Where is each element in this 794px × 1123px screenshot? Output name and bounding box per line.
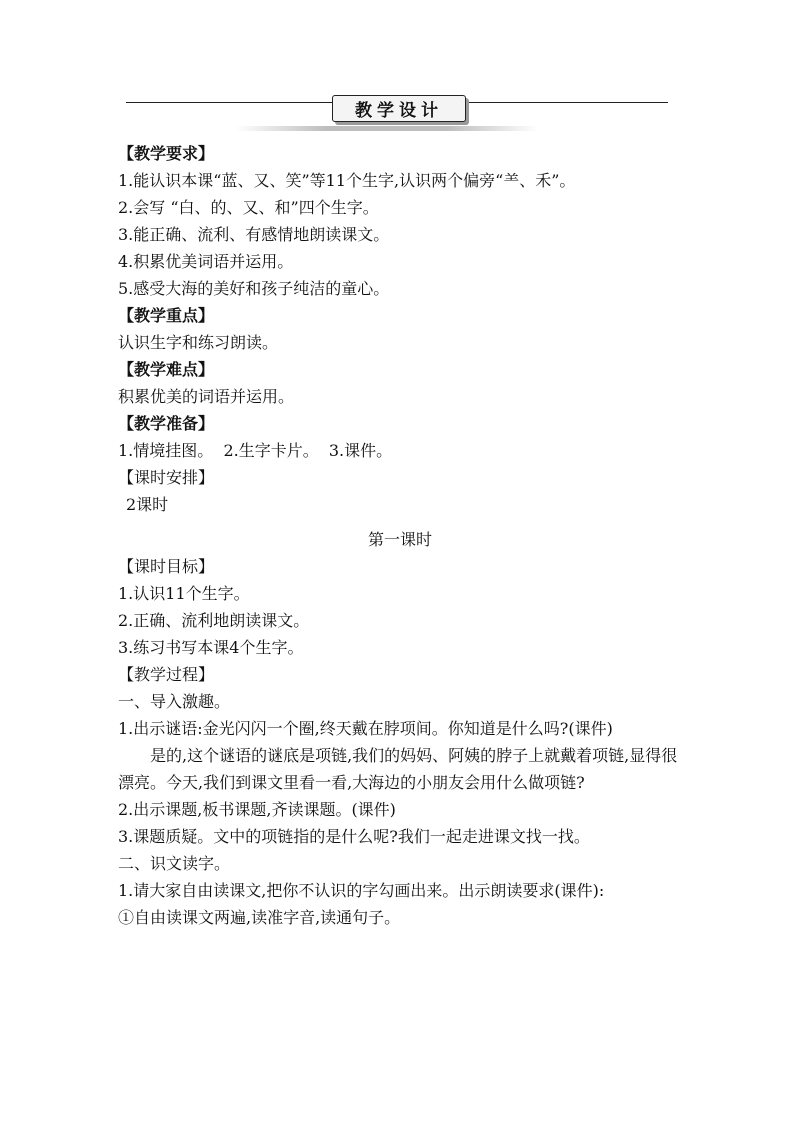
key-points-text: 认识生字和练习朗读。 xyxy=(118,333,279,352)
header-shadow-rule xyxy=(236,126,538,131)
difficulties-text: 积累优美的词语并运用。 xyxy=(118,387,295,406)
preparation-heading: 【教学准备】 xyxy=(118,414,215,433)
process-heading: 【教学过程】 xyxy=(118,665,215,684)
process-substep: ①自由读课文两遍,读准字音,读通句子。 xyxy=(118,908,401,927)
goals-heading: 【课时目标】 xyxy=(118,557,215,576)
process-step: 3.课题质疑。文中的项链指的是什么呢?我们一起走进课文找一找。 xyxy=(118,827,590,846)
requirement-item: 1.能认识本课“蓝、又、笑”等11个生字,认识两个偏旁“⺷、禾”。 xyxy=(118,171,576,190)
key-points-heading: 【教学重点】 xyxy=(118,306,215,325)
requirement-item: 4.积累优美词语并运用。 xyxy=(118,252,294,271)
section-header xyxy=(126,94,668,134)
process-step: 1.请大家自由读课文,把你不认识的字勾画出来。出示朗读要求(课件): xyxy=(118,881,605,900)
lesson-plan-body xyxy=(118,140,682,931)
process-step: 1.出示谜语:金光闪闪一个圈,终天戴在脖项间。你知道是什么吗?(课件) xyxy=(118,719,613,738)
requirement-item: 2.会写 “白、的、又、和”四个生字。 xyxy=(118,198,379,217)
header-title: 教学设计 xyxy=(355,101,443,121)
goal-item: 2.正确、流利地朗读课文。 xyxy=(118,611,310,630)
section-title: 二、识文读字。 xyxy=(118,854,231,873)
difficulties-heading: 【教学难点】 xyxy=(118,360,215,379)
process-paragraph: 是的,这个谜语的谜底是项链,我们的妈妈、阿姨的脖子上就戴着项链,显得很漂亮。今天,我们到课文里看一看,大海边的小朋友会用什么做项链? xyxy=(118,746,678,792)
preparation-text: 1.情境挂图。 2.生字卡片。 3.课件。 xyxy=(118,441,393,460)
header-banner xyxy=(332,95,466,122)
requirements-heading: 【教学要求】 xyxy=(118,144,215,163)
requirement-item: 3.能正确、流利、有感情地朗读课文。 xyxy=(118,225,390,244)
schedule-heading: 【课时安排】 xyxy=(118,468,215,487)
schedule-text: 2课时 xyxy=(126,495,169,514)
section-title: 一、导入激趣。 xyxy=(118,692,231,711)
requirement-item: 5.感受大海的美好和孩子纯洁的童心。 xyxy=(118,279,390,298)
process-step: 2.出示课题,板书课题,齐读课题。(课件) xyxy=(118,800,396,819)
first-lesson-title: 第一课时 xyxy=(367,530,432,549)
goal-item: 1.认识11个生字。 xyxy=(118,584,250,603)
goal-item: 3.练习书写本课4个生字。 xyxy=(118,638,304,657)
